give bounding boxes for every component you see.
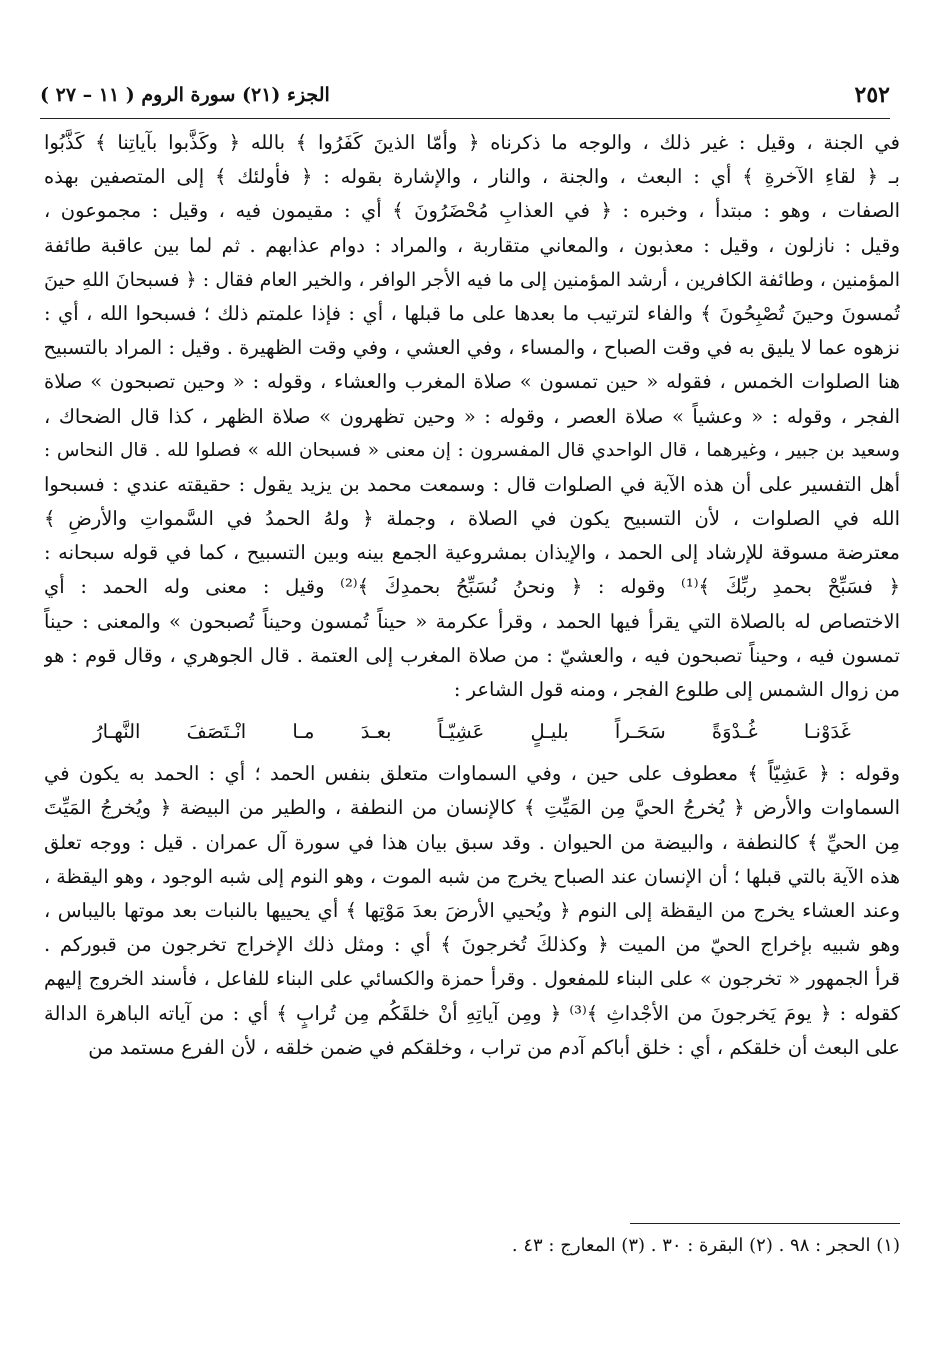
text-line: وهو شبيه بإخراج الحيّ من الميت ﴿ وكذلكَ تُخرجونَ ﴾ أي : ومثل ذلك الإخراج تخرجون من قبوركم . bbox=[44, 933, 900, 957]
text-line: كقوله : ﴿ يومَ يَخرجونَ من الأجْداثِ ﴾⁽³⁾ ﴿ ومِن آياتِهِ أنْ خلقَكُم مِن تُرابٍ ﴾ أي : من آياته الباهرة الدالة bbox=[44, 1001, 900, 1025]
text-line: تُمسونَ وحينَ تُصْبِحُونَ ﴾ والفاء لترتيب ما بعدها على ما قبلها ، أي : فإذا علمتم ذلك ؛ فسبحوا الله ، أي : bbox=[44, 301, 900, 325]
verse-hemistich-first: غَدَوْنـا غُـدْوَةً سَحَـراً بليـلٍ bbox=[530, 720, 851, 744]
text-line: الله في الصلوات ، لأن التسبيح يكون في الصلاة ، وجملة ﴿ ولهُ الحمدُ في السَّمواتِ والأرضِ ﴾ bbox=[44, 507, 900, 531]
text-line: مِن الحيِّ ﴾ كالنطفة ، والبيضة من الحيوان . وقد سبق بيان هذا في سورة آل عمران . قيل : ووجه تعلق bbox=[44, 830, 900, 854]
text-line: السماوات والأرض ﴿ يُخرجُ الحيَّ مِن المَيِّتِ ﴾ كالإنسان من النطفة ، والطير من البيضة ﴿ ويُخرجُ المَيِّتَ bbox=[44, 796, 900, 820]
verse-hemistich-second: عَشِيّـاً بعـدَ مـا انْـتَصَفَ النَّهـارُ bbox=[93, 720, 485, 744]
text-line: نزهوه عما لا يليق به في وقت الصباح ، والمساء ، وفي العشي ، وفي وقت الظهيرة . وقيل : المراد بالتسبيح bbox=[44, 336, 900, 360]
text-line: هنا الصلوات الخمس ، فقوله « حين تمسون » صلاة المغرب والعشاء ، وقوله : « وحين تصبحون » صلاة bbox=[44, 370, 900, 394]
text-line: ﴿ فسَبِّحْ بحمدِ ربِّكَ ﴾⁽¹⁾ وقوله : ﴿ ونحنُ نُسَبِّحُ بحمدِكَ ﴾⁽²⁾ وقيل : معنى وله الحمد : أي bbox=[44, 575, 900, 599]
text-line: بـ ﴿ لقاءِ الآخرةِ ﴾ أي : البعث ، والجنة ، والنار ، والإشارة بقوله : ﴿ فأولئك ﴾ إلى المتصفين بهذه bbox=[44, 165, 900, 189]
poetry-verse bbox=[44, 707, 900, 757]
body-text bbox=[44, 126, 900, 1065]
running-title: الجزء (٢١) سورة الروم ( ١١ – ٢٧ ) bbox=[40, 84, 330, 106]
text-line: الفجر ، وقوله : « وعشياً » صلاة العصر ، وقوله : « وحين تظهرون » صلاة الظهر ، كذا قال الضحاك ، bbox=[44, 404, 900, 428]
footnote-divider bbox=[630, 1223, 900, 1224]
text-line: معترضة مسوقة للإرشاد إلى الحمد ، والإيذان بمشروعية الجمع بينه وبين التسبيح ، كما في قوله سبحانه : bbox=[44, 541, 900, 565]
text-line: وقيل : نازلون ، وقيل : معذبون ، والمعاني متقاربة ، والمراد : دوام عذابهم . ثم لما بين عاقبة طائفة bbox=[44, 233, 900, 257]
page-header bbox=[40, 82, 890, 116]
text-line: الاختصاص له بالصلاة التي يقرأ فيها الحمد ، وقرأ عكرمة « حيناً تُمسون وحيناً تُصبحون » والمعنى : حيناً bbox=[44, 609, 900, 633]
text-line: وقوله : ﴿ عَشِيّاً ﴾ معطوف على حين ، وفي السماوات متعلق بنفس الحمد ؛ أي : الحمد به يكون في bbox=[44, 762, 900, 786]
text-line: هذه الآية بالتي قبلها ؛ أن الإنسان عند الصباح يخرج من شبه الموت ، وهو النوم إلى شبه الوجود ، وهو اليقظة ، bbox=[44, 865, 900, 888]
text-line: وعند العشاء يخرج من اليقظة إلى النوم ﴿ ويُحيي الأرضَ بعدَ مَوْتِها ﴾ أي يحييها بالنبات بعد موتها باليباس ، bbox=[44, 898, 900, 922]
text-line: أهل التفسير على أن هذه الآية في الصلوات قال : وسمعت محمد بن يزيد يقول : حقيقته عندي : فسبحوا bbox=[44, 472, 900, 496]
header-divider bbox=[40, 118, 890, 119]
text-line: وسعيد بن جبير ، وغيرهما ، قال الواحدي قال المفسرون : إن معنى « فسبحان الله » فصلوا لله . قال النحاس : bbox=[44, 439, 900, 461]
text-line: المؤمنين ، وطائفة الكافرين ، أرشد المؤمنين إلى ما فيه الأجر الوافر ، والخير العام فقال : ﴿ فسبحانَ اللهِ حينَ bbox=[44, 268, 900, 291]
text-line: من زوال الشمس إلى طلوع الفجر ، ومنه قول الشاعر : bbox=[453, 678, 900, 701]
text-line: في الجنة ، وقيل : غير ذلك ، والوجه ما ذكرناه ﴿ وأمّا الذينَ كَفَرُوا ﴾ بالله ﴿ وكَذَّبوا بآياتِنا ﴾ كَذَّبُوا bbox=[44, 131, 900, 154]
text-line: قرأ الجمهور « تخرجون » على البناء للمفعول . وقرأ حمزة والكسائي على البناء للفاعل ، فأسند الخروج إليهم bbox=[44, 968, 900, 991]
text-line: على البعث أن خلقكم ، أي : خلق أباكم آدم من تراب ، وخلقكم في ضمن خلقه ، لأن الفرع مستمد من bbox=[88, 1035, 900, 1059]
footnotes: (١) الحجر : ٩٨ . (٢) البقرة : ٣٠ . (٣) المعارج : ٤٣ . bbox=[511, 1235, 900, 1256]
text-line: تمسون فيه ، وحيناً تصبحون فيه ، والعشيّ : من صلاة المغرب إلى العتمة . قال الجوهري ، وقال قوم : هو bbox=[44, 643, 900, 667]
page-number: ٢٥٢ bbox=[854, 82, 890, 108]
text-line: الصفات ، وهو : مبتدأ ، وخبره : ﴿ في العذابِ مُحْضَرُونَ ﴾ أي : مقيمون فيه ، وقيل : مجموعون ، bbox=[44, 199, 900, 223]
